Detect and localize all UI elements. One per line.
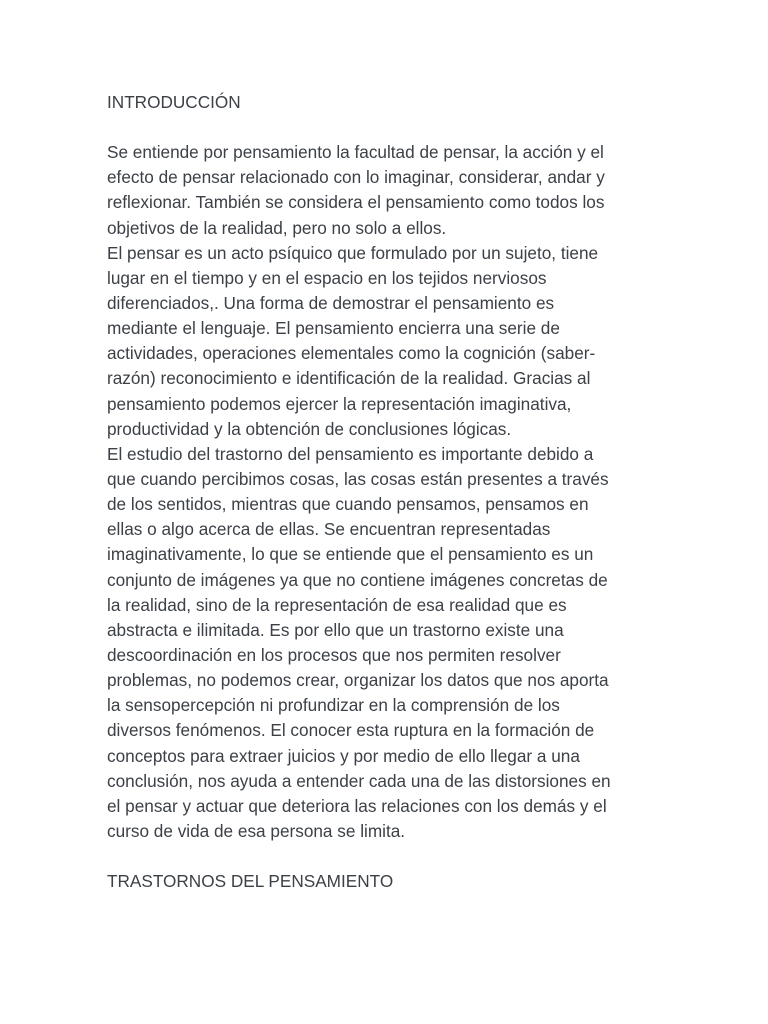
body-line: de los sentidos, mientras que cuando pensamos, pensamos en [107,494,589,515]
body-line: curso de vida de esa persona se limita. [107,820,406,841]
body-line: diferenciados,. Una forma de demostrar el pensamiento es [107,292,555,313]
body-line: objetivos de la realidad, pero no solo a ellos. [107,217,447,238]
heading-introduccion: INTRODUCCIÓN [107,92,241,112]
body-line: El estudio del trastorno del pensamiento es importante debido a [107,443,594,464]
body-line: Se entiende por pensamiento la facultad de pensar, la acción y el [107,142,604,163]
body-line: reflexionar. También se considera el pensamiento como todos los [107,192,605,213]
body-line: problemas, no podemos crear, organizar los datos que nos aporta [107,670,609,691]
heading-trastornos: TRASTORNOS DEL PENSAMIENTO [107,871,394,892]
body-line: el pensar y actuar que deteriora las relaciones con los demás y el [107,795,607,816]
body-text [107,140,667,844]
body-line: que cuando percibimos cosas, las cosas están presentes a través [107,468,609,489]
body-line: El pensar es un acto psíquico que formulado por un sujeto, tiene [107,242,599,263]
body-line: imaginativamente, lo que se entiende que el pensamiento es un [107,544,594,565]
body-line: diversos fenómenos. El conocer esta ruptura en la formación de [107,720,595,741]
body-line: lugar en el tiempo y en el espacio en los tejidos nerviosos [107,267,547,288]
body-line: la realidad, sino de la representación de esa realidad que es [107,594,567,615]
body-line: la sensopercepción ni profundizar en la comprensión de los [107,695,560,716]
body-line: conjunto de imágenes ya que no contiene imágenes concretas de [107,569,608,590]
body-line: razón) reconocimiento e identificación de la realidad. Gracias al [107,368,591,389]
body-line: abstracta e ilimitada. Es por ello que un trastorno existe una [107,619,564,640]
body-line: conclusión, nos ayuda a entender cada una de las distorsiones en [107,770,611,791]
body-line: mediante el lenguaje. El pensamiento encierra una serie de [107,318,560,339]
body-line: conceptos para extraer juicios y por medio de ello llegar a una [107,745,580,766]
body-line: pensamiento podemos ejercer la representación imaginativa, [107,393,572,414]
body-line: ellas o algo acerca de ellas. Se encuentran representadas [107,519,551,540]
body-line: descoordinación en los procesos que nos permiten resolver [107,644,561,665]
paragraph-spacer [107,115,667,140]
body-line: efecto de pensar relacionado con lo imaginar, considerar, andar y [107,167,605,188]
document-page [107,90,667,894]
body-line: actividades, operaciones elementales como la cognición (saber- [107,343,596,364]
body-line: productividad y la obtención de conclusiones lógicas. [107,418,512,439]
